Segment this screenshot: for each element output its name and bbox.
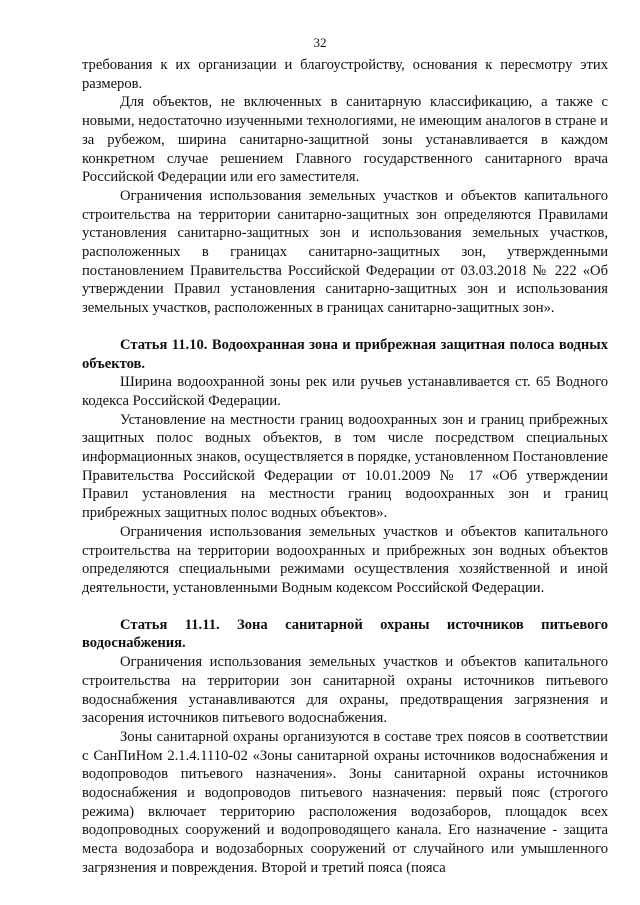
article-11-11-paragraph: Зоны санитарной охраны организуются в составе трех поясов в соответствии с СанПиНом 2.1.4.1110-02 «Зоны санитарной охраны источников водоснабжения и водопроводов питьевого назначения». Зоны санитарной охраны источников водоснабжения и водопроводов питьевого назначения: первый пояс (строгого режима) включает территорию расположения водозаборов, площадок всех водопроводных сооружений и водопроводящего канала. Его назначение - защита места водозабора и водозаборных сооружений от случайного или умышленного загрязнения и повреждения. Второй и третий пояса (пояса bbox=[82, 728, 608, 876]
paragraph-sanitary-zone-restrictions: Ограничения использования земельных участков и объектов капитального строительства на территории санитарно-защитных зон определяются Правилами установления санитарно-защитных зон и использования земельных участков, расположенных в границах санитарно-защитных зон, утвержденными постановлением Правительства Российской Федерации от 03.03.2018 № 222 «Об утверждении Правил установления санитарно-защитных зон и использования земельных участков, расположенных в границах санитарно-защитных зон». bbox=[82, 187, 608, 317]
article-11-10-paragraph: Ширина водоохранной зоны рек или ручьев устанавливается ст. 65 Водного кодекса Российской Федерации. bbox=[82, 374, 608, 409]
document-body bbox=[82, 56, 608, 878]
article-11-11-paragraph: Ограничения использования земельных участков и объектов капитального строительства на территории зон санитарной охраны источников питьевого водоснабжения устанавливаются для охраны, предотвращения загрязнения и засорения источников питьевого водоснабжения. bbox=[82, 654, 608, 727]
section-spacer bbox=[82, 318, 608, 336]
page-number: 32 bbox=[313, 35, 327, 50]
article-11-11-heading: Статья 11.11. Зона санитарной охраны источников питьевого водоснабжения. bbox=[82, 616, 608, 652]
article-11-10-paragraph: Ограничения использования земельных участков и объектов капитального строительства на территории водоохранных и прибрежных зон водных объектов определяются специальными режимами осуществления хозяйственной и иной деятельности, установленными Водным кодексом Российской Федерации. bbox=[82, 523, 608, 596]
section-spacer bbox=[82, 598, 608, 616]
article-11-10-heading: Статья 11.10. Водоохранная зона и прибрежная защитная полоса водных объектов. bbox=[82, 336, 608, 372]
article-11-10-paragraph: Установление на местности границ водоохранных зон и границ прибрежных защитных полос водных объектов, в том числе посредством специальных информационных знаков, осуществляется в порядке, установленном Постановление Правительства Российской Федерации от 10.01.2009 № 17 «Об утверждении Правил установления на местности границ водоохранных зон и границ прибрежных защитных полос водных объектов». bbox=[82, 411, 608, 522]
paragraph-continuation: требования к их организации и благоустройству, основания к пересмотру этих размеров. bbox=[82, 57, 608, 92]
paragraph-sanitary-zone-width: Для объектов, не включенных в санитарную классификацию, а также с новыми, недостаточно изученными технологиями, не имеющим аналогов в стране и за рубежом, ширина санитарно-защитной зоны устанавливается в каждом конкретном случае решением Главного государственного санитарного врача Российской Федерации или его заместителя. bbox=[82, 94, 608, 186]
